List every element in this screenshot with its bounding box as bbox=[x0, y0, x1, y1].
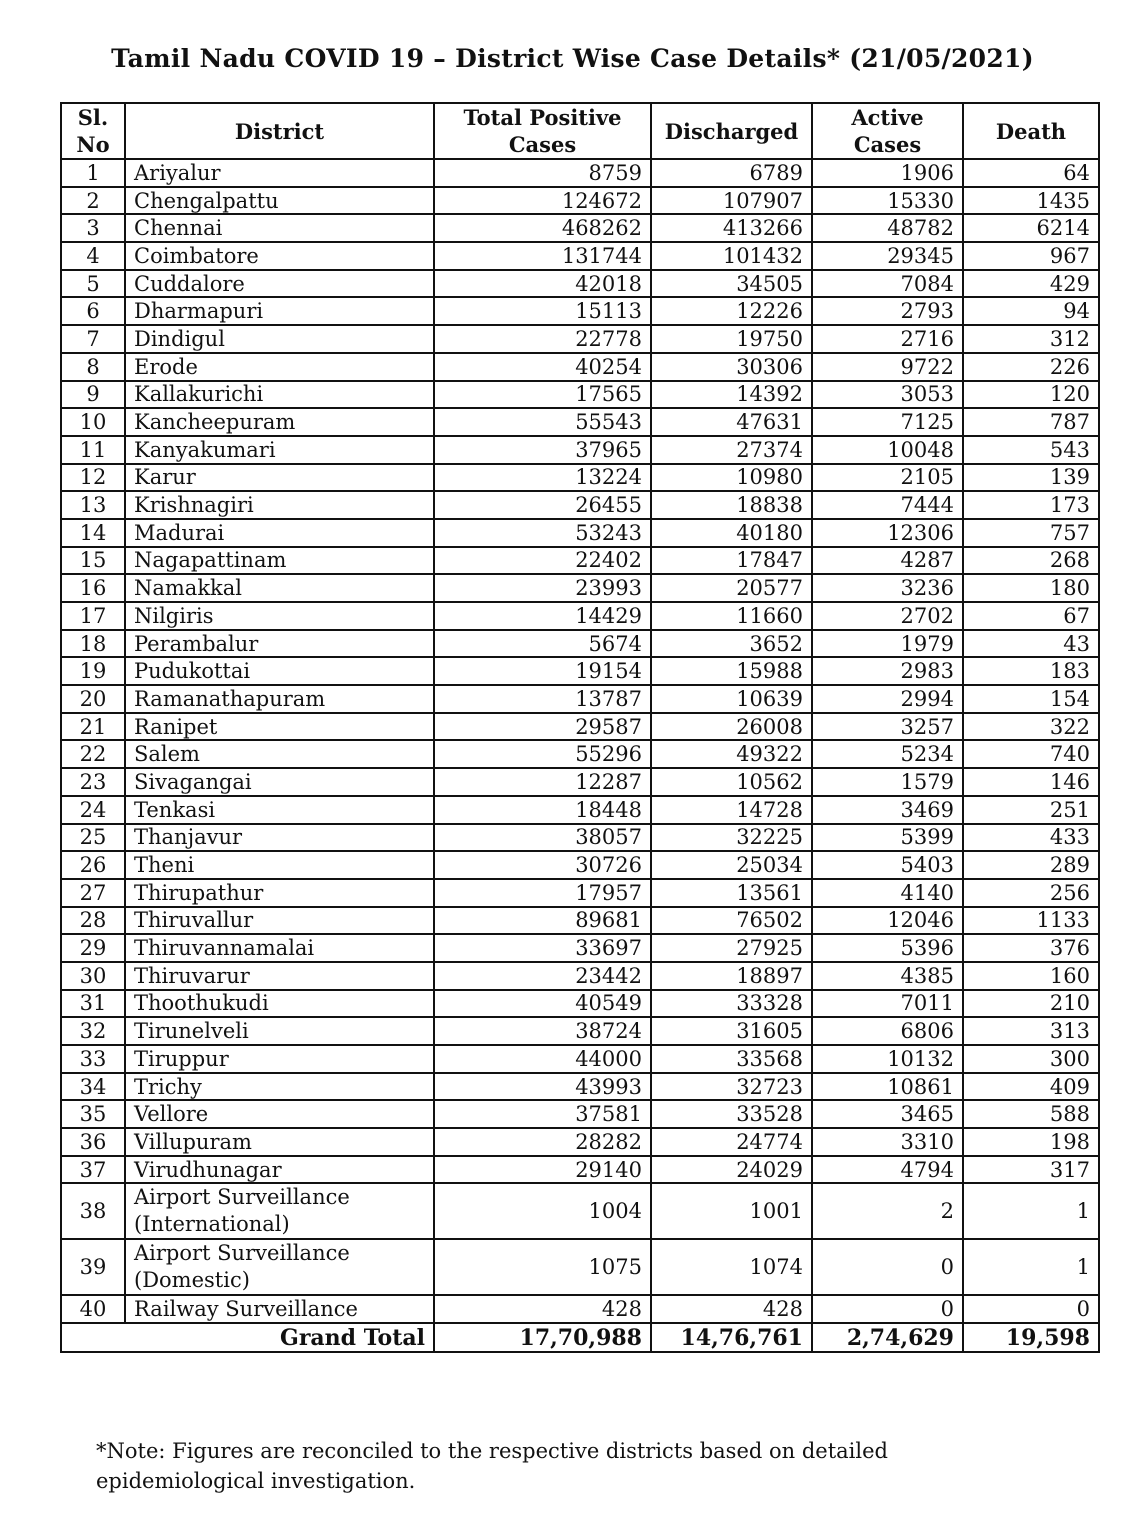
cell-death: 251 bbox=[963, 796, 1099, 824]
cell-district: Sivagangai bbox=[125, 768, 434, 796]
cell-sl-no: 38 bbox=[61, 1183, 125, 1239]
table-row bbox=[61, 519, 1099, 547]
cell-district: Thanjavur bbox=[125, 824, 434, 852]
cell-death: 180 bbox=[963, 574, 1099, 602]
cell-discharged: 14392 bbox=[651, 381, 812, 409]
cell-total-positive: 14429 bbox=[434, 602, 651, 630]
table-row bbox=[61, 353, 1099, 381]
cell-death: 433 bbox=[963, 824, 1099, 852]
cell-total-positive: 18448 bbox=[434, 796, 651, 824]
cell-sl-no: 39 bbox=[61, 1239, 125, 1295]
cell-discharged: 49322 bbox=[651, 740, 812, 768]
cell-death: 1133 bbox=[963, 907, 1099, 935]
cell-active: 0 bbox=[812, 1295, 963, 1323]
cell-discharged: 18897 bbox=[651, 962, 812, 990]
cell-sl-no: 18 bbox=[61, 630, 125, 658]
table-row bbox=[61, 630, 1099, 658]
cell-active: 7084 bbox=[812, 270, 963, 298]
table-row bbox=[61, 1100, 1099, 1128]
cell-district: Thiruvannamalai bbox=[125, 934, 434, 962]
cell-active: 4287 bbox=[812, 547, 963, 575]
table-row bbox=[61, 325, 1099, 353]
cell-death: 0 bbox=[963, 1295, 1099, 1323]
cell-death: 1435 bbox=[963, 187, 1099, 215]
cell-discharged: 11660 bbox=[651, 602, 812, 630]
cell-discharged: 27925 bbox=[651, 934, 812, 962]
cell-total-positive: 42018 bbox=[434, 270, 651, 298]
cell-total-positive: 55296 bbox=[434, 740, 651, 768]
cell-sl-no: 10 bbox=[61, 408, 125, 436]
cell-sl-no: 14 bbox=[61, 519, 125, 547]
header-death: Death bbox=[963, 103, 1099, 159]
cell-discharged: 31605 bbox=[651, 1017, 812, 1045]
grand-total-active: 2,74,629 bbox=[812, 1323, 963, 1352]
footnote: *Note: Figures are reconciled to the respective districts based on detailed epidemiological investigation. bbox=[96, 1439, 888, 1493]
cell-active: 10861 bbox=[812, 1073, 963, 1101]
cell-district: Dharmapuri bbox=[125, 297, 434, 325]
cell-active: 2702 bbox=[812, 602, 963, 630]
cell-active: 12046 bbox=[812, 907, 963, 935]
cell-district: Chennai bbox=[125, 214, 434, 242]
cell-death: 322 bbox=[963, 713, 1099, 741]
table-row bbox=[61, 297, 1099, 325]
table-row bbox=[61, 657, 1099, 685]
page-title: Tamil Nadu COVID 19 – District Wise Case Details* (21/05/2021) bbox=[111, 44, 1034, 73]
header-total-positive: Total Positive Cases bbox=[434, 103, 651, 159]
cell-total-positive: 40549 bbox=[434, 990, 651, 1018]
cell-death: 967 bbox=[963, 242, 1099, 270]
cell-district: Thirupathur bbox=[125, 879, 434, 907]
district-case-table bbox=[60, 102, 1100, 1353]
cell-sl-no: 3 bbox=[61, 214, 125, 242]
cell-active: 3465 bbox=[812, 1100, 963, 1128]
cell-discharged: 10562 bbox=[651, 768, 812, 796]
table-row bbox=[61, 851, 1099, 879]
cell-district: Railway Surveillance bbox=[125, 1295, 434, 1323]
cell-death: 94 bbox=[963, 297, 1099, 325]
cell-death: 289 bbox=[963, 851, 1099, 879]
cell-discharged: 33528 bbox=[651, 1100, 812, 1128]
cell-active: 12306 bbox=[812, 519, 963, 547]
table-row bbox=[61, 214, 1099, 242]
cell-total-positive: 5674 bbox=[434, 630, 651, 658]
table-row bbox=[61, 159, 1099, 187]
cell-discharged: 15988 bbox=[651, 657, 812, 685]
cell-discharged: 40180 bbox=[651, 519, 812, 547]
cell-active: 2105 bbox=[812, 464, 963, 492]
cell-district: Karur bbox=[125, 464, 434, 492]
cell-district: Ranipet bbox=[125, 713, 434, 741]
cell-district: Tenkasi bbox=[125, 796, 434, 824]
cell-district: Airport Surveillance (International) bbox=[125, 1183, 434, 1239]
cell-death: 740 bbox=[963, 740, 1099, 768]
cell-district: Namakkal bbox=[125, 574, 434, 602]
cell-total-positive: 29140 bbox=[434, 1156, 651, 1184]
cell-total-positive: 89681 bbox=[434, 907, 651, 935]
cell-discharged: 101432 bbox=[651, 242, 812, 270]
cell-active: 0 bbox=[812, 1239, 963, 1295]
cell-district: Thiruvallur bbox=[125, 907, 434, 935]
cell-total-positive: 30726 bbox=[434, 851, 651, 879]
cell-death: 6214 bbox=[963, 214, 1099, 242]
cell-death: 588 bbox=[963, 1100, 1099, 1128]
cell-sl-no: 13 bbox=[61, 491, 125, 519]
table-row bbox=[61, 1156, 1099, 1184]
cell-total-positive: 1004 bbox=[434, 1183, 651, 1239]
cell-total-positive: 43993 bbox=[434, 1073, 651, 1101]
cell-active: 1979 bbox=[812, 630, 963, 658]
cell-death: 43 bbox=[963, 630, 1099, 658]
header-discharged: Discharged bbox=[651, 103, 812, 159]
cell-discharged: 18838 bbox=[651, 491, 812, 519]
cell-discharged: 428 bbox=[651, 1295, 812, 1323]
cell-sl-no: 12 bbox=[61, 464, 125, 492]
grand-total-positive: 17,70,988 bbox=[434, 1323, 651, 1352]
cell-death: 210 bbox=[963, 990, 1099, 1018]
cell-district: Thoothukudi bbox=[125, 990, 434, 1018]
cell-district: Pudukottai bbox=[125, 657, 434, 685]
cell-discharged: 10980 bbox=[651, 464, 812, 492]
cell-death: 757 bbox=[963, 519, 1099, 547]
cell-total-positive: 17957 bbox=[434, 879, 651, 907]
cell-total-positive: 23993 bbox=[434, 574, 651, 602]
cell-death: 198 bbox=[963, 1128, 1099, 1156]
cell-sl-no: 29 bbox=[61, 934, 125, 962]
cell-active: 4794 bbox=[812, 1156, 963, 1184]
cell-total-positive: 22402 bbox=[434, 547, 651, 575]
table-row bbox=[61, 1183, 1099, 1239]
cell-total-positive: 15113 bbox=[434, 297, 651, 325]
cell-district: Salem bbox=[125, 740, 434, 768]
cell-total-positive: 13787 bbox=[434, 685, 651, 713]
cell-discharged: 33568 bbox=[651, 1045, 812, 1073]
cell-active: 7444 bbox=[812, 491, 963, 519]
cell-discharged: 27374 bbox=[651, 436, 812, 464]
cell-death: 67 bbox=[963, 602, 1099, 630]
cell-active: 3310 bbox=[812, 1128, 963, 1156]
cell-total-positive: 38057 bbox=[434, 824, 651, 852]
table-row bbox=[61, 602, 1099, 630]
header-active: Active Cases bbox=[812, 103, 963, 159]
table-row bbox=[61, 796, 1099, 824]
cell-discharged: 33328 bbox=[651, 990, 812, 1018]
table-row bbox=[61, 740, 1099, 768]
cell-active: 7125 bbox=[812, 408, 963, 436]
table-row bbox=[61, 491, 1099, 519]
cell-sl-no: 34 bbox=[61, 1073, 125, 1101]
cell-active: 4140 bbox=[812, 879, 963, 907]
cell-sl-no: 31 bbox=[61, 990, 125, 1018]
table-row bbox=[61, 962, 1099, 990]
cell-discharged: 26008 bbox=[651, 713, 812, 741]
cell-death: 268 bbox=[963, 547, 1099, 575]
cell-district: Tirunelveli bbox=[125, 1017, 434, 1045]
cell-total-positive: 17565 bbox=[434, 381, 651, 409]
cell-discharged: 34505 bbox=[651, 270, 812, 298]
cell-active: 5396 bbox=[812, 934, 963, 962]
cell-district: Ramanathapuram bbox=[125, 685, 434, 713]
cell-active: 5403 bbox=[812, 851, 963, 879]
table-row bbox=[61, 270, 1099, 298]
cell-active: 2 bbox=[812, 1183, 963, 1239]
cell-district: Vellore bbox=[125, 1100, 434, 1128]
cell-active: 29345 bbox=[812, 242, 963, 270]
cell-active: 3053 bbox=[812, 381, 963, 409]
cell-death: 146 bbox=[963, 768, 1099, 796]
cell-total-positive: 40254 bbox=[434, 353, 651, 381]
grand-total-label: Grand Total bbox=[61, 1323, 434, 1352]
cell-sl-no: 27 bbox=[61, 879, 125, 907]
cell-district: Nagapattinam bbox=[125, 547, 434, 575]
cell-discharged: 20577 bbox=[651, 574, 812, 602]
cell-district: Madurai bbox=[125, 519, 434, 547]
table-row bbox=[61, 1017, 1099, 1045]
table-row bbox=[61, 768, 1099, 796]
cell-total-positive: 468262 bbox=[434, 214, 651, 242]
cell-discharged: 10639 bbox=[651, 685, 812, 713]
cell-sl-no: 4 bbox=[61, 242, 125, 270]
cell-discharged: 25034 bbox=[651, 851, 812, 879]
cell-active: 5234 bbox=[812, 740, 963, 768]
table-row bbox=[61, 1073, 1099, 1101]
table-row bbox=[61, 242, 1099, 270]
cell-district: Thiruvarur bbox=[125, 962, 434, 990]
cell-active: 2983 bbox=[812, 657, 963, 685]
cell-total-positive: 55543 bbox=[434, 408, 651, 436]
cell-district: Theni bbox=[125, 851, 434, 879]
table-row bbox=[61, 1128, 1099, 1156]
cell-district: Coimbatore bbox=[125, 242, 434, 270]
cell-total-positive: 53243 bbox=[434, 519, 651, 547]
cell-active: 1906 bbox=[812, 159, 963, 187]
cell-death: 313 bbox=[963, 1017, 1099, 1045]
cell-total-positive: 44000 bbox=[434, 1045, 651, 1073]
table-row bbox=[61, 907, 1099, 935]
cell-total-positive: 23442 bbox=[434, 962, 651, 990]
cell-death: 183 bbox=[963, 657, 1099, 685]
cell-total-positive: 19154 bbox=[434, 657, 651, 685]
cell-active: 3236 bbox=[812, 574, 963, 602]
cell-district: Krishnagiri bbox=[125, 491, 434, 519]
cell-death: 429 bbox=[963, 270, 1099, 298]
table-row bbox=[61, 547, 1099, 575]
cell-death: 1 bbox=[963, 1239, 1099, 1295]
cell-discharged: 30306 bbox=[651, 353, 812, 381]
table-row bbox=[61, 879, 1099, 907]
cell-death: 300 bbox=[963, 1045, 1099, 1073]
cell-district: Dindigul bbox=[125, 325, 434, 353]
cell-district: Nilgiris bbox=[125, 602, 434, 630]
cell-active: 5399 bbox=[812, 824, 963, 852]
cell-active: 6806 bbox=[812, 1017, 963, 1045]
header-sl-no: Sl. No bbox=[61, 103, 125, 159]
cell-sl-no: 25 bbox=[61, 824, 125, 852]
header-district: District bbox=[125, 103, 434, 159]
cell-total-positive: 37965 bbox=[434, 436, 651, 464]
cell-discharged: 24774 bbox=[651, 1128, 812, 1156]
cell-district: Tiruppur bbox=[125, 1045, 434, 1073]
table-row bbox=[61, 187, 1099, 215]
cell-total-positive: 1075 bbox=[434, 1239, 651, 1295]
cell-total-positive: 38724 bbox=[434, 1017, 651, 1045]
cell-active: 4385 bbox=[812, 962, 963, 990]
table-header-row bbox=[61, 103, 1099, 159]
table-row bbox=[61, 574, 1099, 602]
cell-discharged: 32225 bbox=[651, 824, 812, 852]
cell-active: 10132 bbox=[812, 1045, 963, 1073]
cell-sl-no: 24 bbox=[61, 796, 125, 824]
cell-discharged: 1074 bbox=[651, 1239, 812, 1295]
cell-sl-no: 5 bbox=[61, 270, 125, 298]
cell-discharged: 32723 bbox=[651, 1073, 812, 1101]
cell-total-positive: 13224 bbox=[434, 464, 651, 492]
cell-sl-no: 40 bbox=[61, 1295, 125, 1323]
cell-total-positive: 428 bbox=[434, 1295, 651, 1323]
cell-district: Airport Surveillance (Domestic) bbox=[125, 1239, 434, 1295]
cell-active: 3257 bbox=[812, 713, 963, 741]
grand-total-death: 19,598 bbox=[963, 1323, 1099, 1352]
cell-sl-no: 7 bbox=[61, 325, 125, 353]
cell-active: 9722 bbox=[812, 353, 963, 381]
cell-death: 312 bbox=[963, 325, 1099, 353]
cell-discharged: 413266 bbox=[651, 214, 812, 242]
cell-district: Villupuram bbox=[125, 1128, 434, 1156]
cell-district: Erode bbox=[125, 353, 434, 381]
cell-active: 2716 bbox=[812, 325, 963, 353]
cell-total-positive: 8759 bbox=[434, 159, 651, 187]
cell-sl-no: 30 bbox=[61, 962, 125, 990]
cell-active: 3469 bbox=[812, 796, 963, 824]
table-row bbox=[61, 824, 1099, 852]
cell-death: 64 bbox=[963, 159, 1099, 187]
cell-discharged: 17847 bbox=[651, 547, 812, 575]
cell-death: 1 bbox=[963, 1183, 1099, 1239]
table-row bbox=[61, 1239, 1099, 1295]
cell-active: 2793 bbox=[812, 297, 963, 325]
cell-total-positive: 26455 bbox=[434, 491, 651, 519]
cell-death: 139 bbox=[963, 464, 1099, 492]
table-row bbox=[61, 713, 1099, 741]
cell-active: 1579 bbox=[812, 768, 963, 796]
cell-sl-no: 1 bbox=[61, 159, 125, 187]
cell-sl-no: 9 bbox=[61, 381, 125, 409]
cell-death: 376 bbox=[963, 934, 1099, 962]
table-row bbox=[61, 934, 1099, 962]
cell-discharged: 19750 bbox=[651, 325, 812, 353]
cell-total-positive: 28282 bbox=[434, 1128, 651, 1156]
cell-district: Virudhunagar bbox=[125, 1156, 434, 1184]
table-body bbox=[61, 159, 1099, 1323]
cell-district: Trichy bbox=[125, 1073, 434, 1101]
cell-sl-no: 26 bbox=[61, 851, 125, 879]
cell-total-positive: 29587 bbox=[434, 713, 651, 741]
cell-discharged: 3652 bbox=[651, 630, 812, 658]
cell-sl-no: 37 bbox=[61, 1156, 125, 1184]
cell-sl-no: 11 bbox=[61, 436, 125, 464]
table-row bbox=[61, 436, 1099, 464]
cell-sl-no: 35 bbox=[61, 1100, 125, 1128]
cell-sl-no: 28 bbox=[61, 907, 125, 935]
cell-sl-no: 23 bbox=[61, 768, 125, 796]
cell-active: 7011 bbox=[812, 990, 963, 1018]
cell-total-positive: 37581 bbox=[434, 1100, 651, 1128]
cell-sl-no: 22 bbox=[61, 740, 125, 768]
cell-sl-no: 15 bbox=[61, 547, 125, 575]
cell-discharged: 24029 bbox=[651, 1156, 812, 1184]
grand-total-discharged: 14,76,761 bbox=[651, 1323, 812, 1352]
cell-sl-no: 21 bbox=[61, 713, 125, 741]
cell-active: 48782 bbox=[812, 214, 963, 242]
cell-sl-no: 8 bbox=[61, 353, 125, 381]
table-row bbox=[61, 685, 1099, 713]
cell-death: 154 bbox=[963, 685, 1099, 713]
cell-active: 2994 bbox=[812, 685, 963, 713]
cell-district: Kancheepuram bbox=[125, 408, 434, 436]
table-row bbox=[61, 464, 1099, 492]
table-row bbox=[61, 990, 1099, 1018]
grand-total-row bbox=[61, 1323, 1099, 1352]
cell-total-positive: 22778 bbox=[434, 325, 651, 353]
cell-total-positive: 33697 bbox=[434, 934, 651, 962]
table-row bbox=[61, 408, 1099, 436]
cell-total-positive: 131744 bbox=[434, 242, 651, 270]
cell-death: 409 bbox=[963, 1073, 1099, 1101]
cell-district: Cuddalore bbox=[125, 270, 434, 298]
cell-district: Kanyakumari bbox=[125, 436, 434, 464]
cell-death: 317 bbox=[963, 1156, 1099, 1184]
cell-sl-no: 16 bbox=[61, 574, 125, 602]
cell-death: 256 bbox=[963, 879, 1099, 907]
cell-discharged: 76502 bbox=[651, 907, 812, 935]
cell-discharged: 47631 bbox=[651, 408, 812, 436]
cell-district: Ariyalur bbox=[125, 159, 434, 187]
cell-total-positive: 124672 bbox=[434, 187, 651, 215]
table-row bbox=[61, 1295, 1099, 1323]
cell-death: 787 bbox=[963, 408, 1099, 436]
cell-active: 10048 bbox=[812, 436, 963, 464]
cell-discharged: 107907 bbox=[651, 187, 812, 215]
cell-discharged: 14728 bbox=[651, 796, 812, 824]
cell-death: 120 bbox=[963, 381, 1099, 409]
cell-sl-no: 36 bbox=[61, 1128, 125, 1156]
cell-sl-no: 17 bbox=[61, 602, 125, 630]
cell-discharged: 13561 bbox=[651, 879, 812, 907]
cell-district: Perambalur bbox=[125, 630, 434, 658]
cell-district: Kallakurichi bbox=[125, 381, 434, 409]
cell-death: 160 bbox=[963, 962, 1099, 990]
cell-sl-no: 6 bbox=[61, 297, 125, 325]
cell-death: 226 bbox=[963, 353, 1099, 381]
cell-district: Chengalpattu bbox=[125, 187, 434, 215]
cell-sl-no: 33 bbox=[61, 1045, 125, 1073]
cell-discharged: 12226 bbox=[651, 297, 812, 325]
cell-sl-no: 2 bbox=[61, 187, 125, 215]
cell-discharged: 6789 bbox=[651, 159, 812, 187]
cell-death: 173 bbox=[963, 491, 1099, 519]
table-row bbox=[61, 1045, 1099, 1073]
cell-total-positive: 12287 bbox=[434, 768, 651, 796]
cell-sl-no: 20 bbox=[61, 685, 125, 713]
cell-discharged: 1001 bbox=[651, 1183, 812, 1239]
cell-active: 15330 bbox=[812, 187, 963, 215]
cell-sl-no: 19 bbox=[61, 657, 125, 685]
cell-death: 543 bbox=[963, 436, 1099, 464]
table-row bbox=[61, 381, 1099, 409]
cell-sl-no: 32 bbox=[61, 1017, 125, 1045]
